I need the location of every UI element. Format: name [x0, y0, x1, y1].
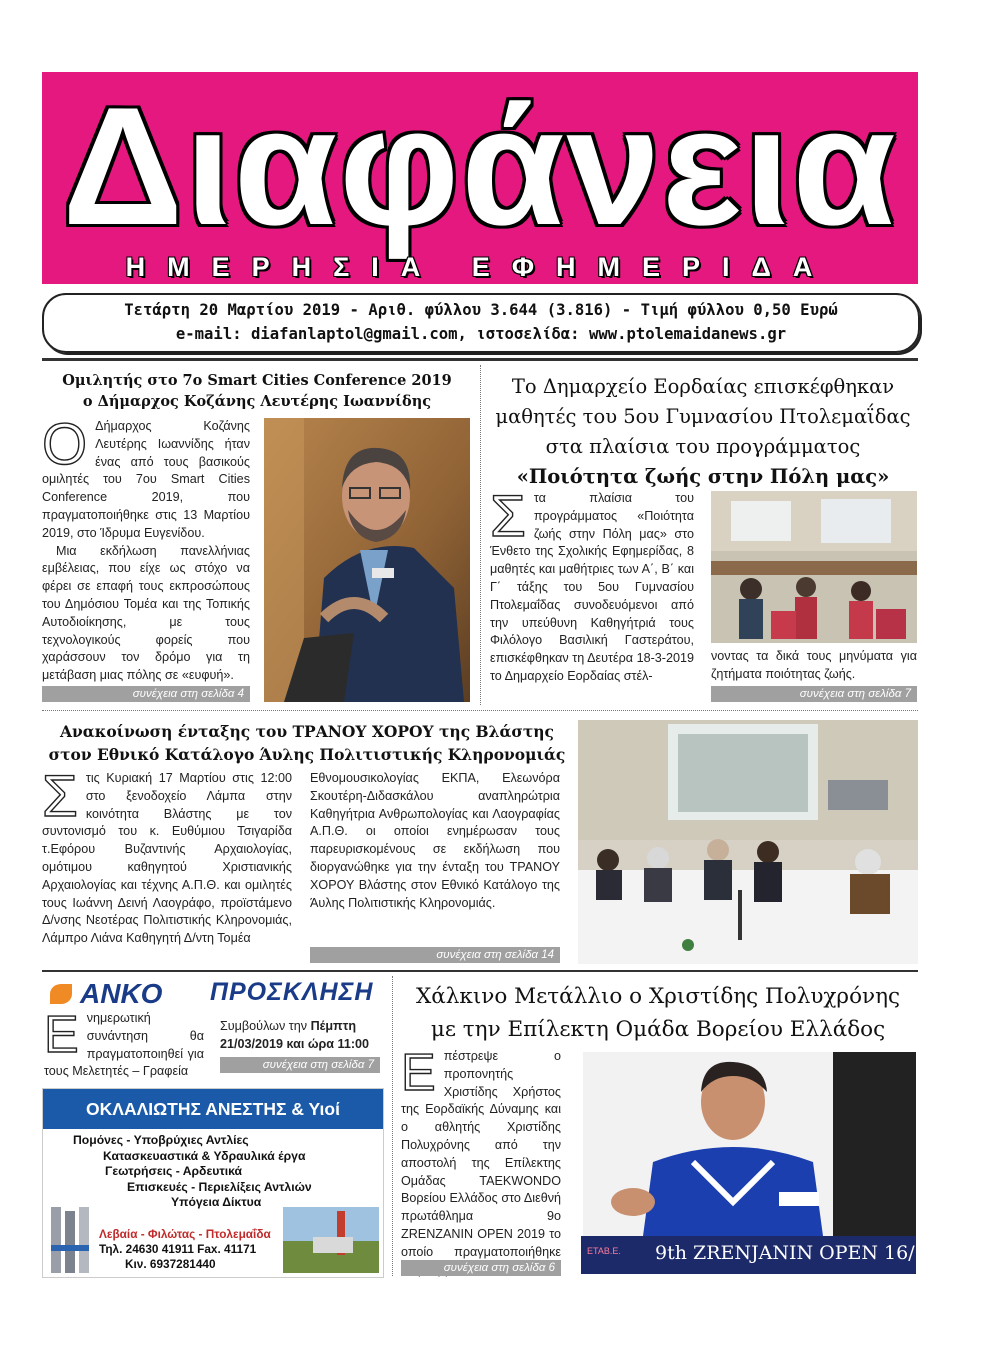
- article5-headline: [398, 980, 918, 1046]
- article2-paragraph: τα πλαίσια του προγράμματος «Ποιότητα ζωής στην Πόλη μας» στο Ένθετο της Σχολικής Εφημερίδας, 8 μαθητές και μαθήτριες των Α΄, Β΄ και Γ΄ τάξης του 5ου Γυμνασίου Πτολεμαΐδας συνοδευόμενοι από την υπεύθυνη Καθηγήτριά τους Φιλόλογο Βασιλική Γαστεράτου, επισκέφθηκαν τη Δευτέρα 18-3-2019 το Δημαρχείο Εορδαίας στέλ-: [490, 491, 694, 683]
- column-divider: [480, 365, 481, 705]
- headline-line: Ανακοίνωση ένταξης του ΤΡΑΝΟΥ ΧΟΡΟΥ της Βλάστης: [60, 722, 554, 741]
- masthead: [42, 72, 918, 284]
- tournament-banner: [581, 1236, 981, 1274]
- article2-caption: νοντας τα δικά τους μηνύματα για ζητήματα ποιότητας ζωής.: [711, 649, 917, 681]
- headline-line: Το Δημαρχείο Εορδαίας επισκέφθηκαν: [511, 375, 895, 398]
- ad-locations: Λεβαία - Φιλώτας - Πτολεμαΐδα: [99, 1227, 271, 1241]
- invitation-title: ΠΡΟΣΚΛΗΣΗ: [210, 978, 374, 1006]
- article5-paragraph: πέστρεψε ο προπονητής Χριστίδης Χρήστος της Εορδαϊκής Δύναμης και ο αθλητής Χριστίδης Πολυχρόνης από την αποστολή της Επίλεκτης Ομάδας ΤΑΕΚWONDO Βορείου Ελλάδος στο Διεθνή πρωτάθλημα 9ο ZRENZANIN OPEN 2019 το οποίο πραγματοποιήθηκε: [401, 1049, 561, 1259]
- article5-body: [401, 1044, 561, 1259]
- newspaper-title: Διαφάνεια: [62, 72, 898, 260]
- headline-line: στον Εθνικό Κατάλογο Άυλης Πολιτιστικής Κληρονομιάς: [48, 745, 566, 764]
- dropcap: Ε: [44, 1006, 79, 1064]
- article1-headline: [42, 370, 472, 412]
- dropcap: Ε: [401, 1044, 436, 1102]
- column-divider: [392, 976, 393, 1276]
- ad-phone: Τηλ. 24630 41911 Fax. 41171: [99, 1242, 257, 1256]
- article1-continue-link[interactable]: συνέχεια στη σελίδα 4: [42, 686, 250, 702]
- conference-photo-illustration: [578, 720, 918, 964]
- students-photo-illustration: [711, 491, 917, 643]
- anko-logo-text: ANKO: [80, 978, 163, 1009]
- article5-continue-link[interactable]: συνέχεια στη σελίδα 6: [401, 1260, 561, 1276]
- article2-continue-link[interactable]: συνέχεια στη σελίδα 7: [711, 686, 917, 702]
- article1-paragraph: Δήμαρχος Κοζάνης Λευτέρης Ιωαννίδης ήταν ένας από τους βασικούς ομιλητές του 7ου Smart Cities Conference 2019, που πραγματοποιήθηκε στις 13 Μαρτίου 2019, στο Ίδρυμα Ευγενίδου.: [42, 419, 250, 540]
- article1-paragraph: Μια εκδήλωση πανελλήνιας εμβέλειας, που είχε ως στόχο να φέρει σε επαφή τους εκπροσώπους του Δημόσιου Τομέα και της Τοπικής Αυτοδιοίκησης, με τους τεχνολογικούς φορείς που χαράσσουν τον δρόμο για τη μετάβαση μιας πόλης σε «ευφυή».: [42, 543, 250, 683]
- article4-paragraph: νημερωτική συνάντηση θα πραγματοποιηθεί για τους Μελετητές – Γραφεία: [44, 1011, 204, 1079]
- article3-continue-link[interactable]: συνέχεια στη σελίδα 14: [310, 947, 560, 963]
- dropcap: Σ: [42, 764, 78, 829]
- divider: [42, 358, 918, 361]
- drilling-site-icon: [283, 1207, 379, 1273]
- contact-line: e-mail: diafanlaptol@gmail.com, ιστοσελίδα: www.ptolemaidanews.gr: [175, 325, 787, 343]
- advertisement: [42, 1088, 384, 1278]
- article2-headline: [488, 372, 918, 492]
- text: Συμβούλων την: [220, 1019, 308, 1033]
- mayor-photo: [264, 418, 470, 702]
- article3-paragraph: τις Κυριακή 17 Μαρτίου στις 12:00 στο ξενοδοχείο Λάμπα στην κοινότητα Βλάστης με τον συντονισμό του κ. Ευθύμιου Τσιγαρίδα τ.Εφόρου Βυζαντινής Αρχαιολογίας, ομότιμου καθηγητού Χριστιανικής Αρχαιολογίας και τέχνης Α.Π.Θ. και ομιλητές τους Ιωάννη Δεινή Λαογράφο, προϊστάμενο Δ/νσης Νεοτέρας Πολιτιστικής Κληρονομιάς, Λάμπρο Λιάνα Καθηγητή Δ/ντη Τομέα: [42, 771, 292, 946]
- newspaper-subtitle: ΗΜΕΡΗΣΙΑ ΕΦΗΜΕΡΙΔΑ: [125, 252, 835, 282]
- anko-logo: [44, 978, 204, 1009]
- coach-photo: [583, 1052, 916, 1236]
- headline-line: στα πλαίσια του προγράμματος: [545, 435, 861, 458]
- headline-line: με την Επίλεκτη Ομάδα Βορείου Ελλάδος: [430, 1017, 886, 1042]
- article4-col2: [220, 1018, 380, 1054]
- ad-contacts: [99, 1227, 289, 1272]
- ad-title: ΟΚΛΑΛΙΩΤΗΣ ΑΝΕΣΤΗΣ & Υιοί: [43, 1089, 383, 1129]
- article3-col2: Εθνομουσικολογίας ΕΚΠΑ, Ελεωνόρα Σκουτέρη-Διδασκάλου αναπληρώτρια Καθηγήτρια Ανθρωπολογίας και Λαογραφίας Α.Π.Θ. οι οποίοι ενημέρωσαν τους παρευρισκομένους σε εκδήλωση που διοργανώθηκε για την ένταξη του ΤΡΑΝΟΥ ΧΟΡΟΥ Βλάστης στον Εθνικό Κατάλογο της Άυλης Πολιτιστικής Κληρονομιάς.: [310, 771, 560, 910]
- issue-date-line: Τετάρτη 20 Μαρτίου 2019 - Αριθ. φύλλου 3.644 (3.816) - Τιμή φύλλου 0,50 Ευρώ: [124, 301, 838, 319]
- divider: [42, 970, 918, 972]
- text: Πέμπτη: [310, 1019, 357, 1033]
- banner-text: 9th ZRENJANIN OPEN 16/3/2019: [655, 1242, 981, 1264]
- dropcap: Ο: [42, 412, 88, 477]
- ad-service-line: Κατασκευαστικά & Υδραυλικά έργα: [103, 1148, 306, 1163]
- text: 21/03/2019 και ώρα 11:00: [220, 1036, 370, 1051]
- ad-service-line: Πομόνες - Υποβρύχιες Αντλίες: [73, 1133, 249, 1147]
- headline-line: Ομιλητής στο 7ο Smart Cities Conference 2019: [62, 372, 452, 389]
- issue-info-box: [42, 293, 920, 353]
- ad-service-line: Υπόγεια Δίκτυα: [171, 1195, 262, 1209]
- anko-logo-icon: [50, 984, 72, 1004]
- headline-line: ο Δήμαρχος Κοζάνης Λευτέρης Ιωαννίδης: [82, 393, 432, 410]
- students-photo: [711, 491, 917, 643]
- article1-body: [42, 412, 250, 686]
- article2-body: [490, 484, 694, 702]
- headline-line: «Ποιότητα ζωής στην Πόλη μας»: [516, 465, 890, 488]
- ad-services: [43, 1133, 383, 1211]
- coach-photo-illustration: [583, 1052, 916, 1236]
- banner-badge: ΕΤΑΒ.Ε.: [587, 1246, 621, 1256]
- article4-col1: [44, 1006, 204, 1079]
- ad-service-line: Επισκευές - Περιελίξεις Αντλιών: [127, 1179, 312, 1194]
- conference-photo: [578, 720, 918, 964]
- divider: [42, 710, 918, 711]
- ad-mobile: Κιν. 6937281440: [125, 1257, 216, 1271]
- article4-continue-link[interactable]: συνέχεια στη σελίδα 7: [220, 1057, 380, 1073]
- article3-headline: [42, 720, 572, 766]
- dropcap: Σ: [490, 484, 526, 549]
- headline-line: μαθητές του 5ου Γυμνασίου Πτολεμαΐδας: [495, 405, 911, 428]
- article3-col1: [42, 764, 292, 962]
- pump-icon: [47, 1205, 95, 1275]
- mayor-photo-illustration: [264, 418, 470, 702]
- headline-line: Χάλκινο Μετάλλιο ο Χριστίδης Πολυχρόνης: [415, 984, 901, 1009]
- ad-service-line: Γεωτρήσεις - Αρδευτικά: [105, 1164, 243, 1178]
